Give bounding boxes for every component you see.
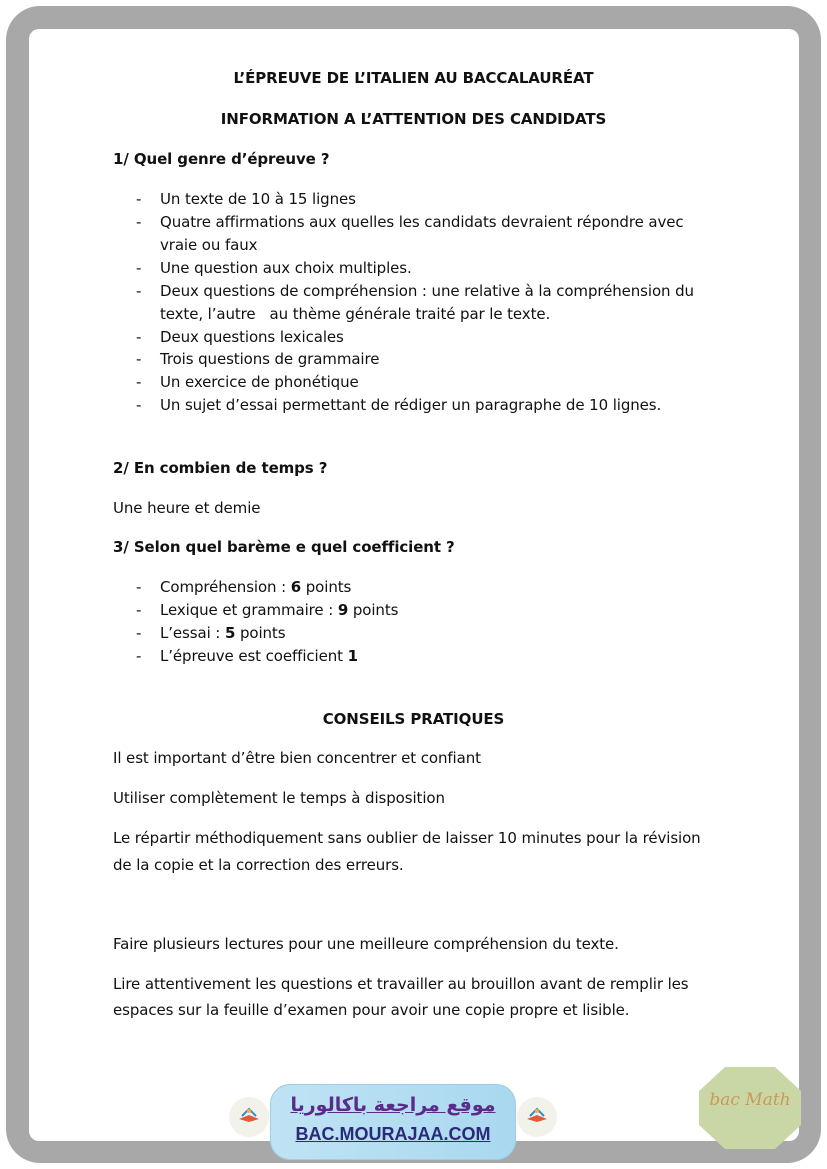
section2-heading: 2/ En combien de temps ? [113,459,328,477]
list-item: Une question aux choix multiples. [160,259,412,277]
site-url-link[interactable]: BAC.MOURAJAA.COM [295,1124,491,1144]
list-bullet: - [136,647,142,665]
site-name-arabic[interactable]: موقع مراجعة باكالوريا [290,1094,496,1116]
list-item-continuation: texte, l’autre au thème générale traité par le texte. [160,305,551,323]
list-item: L’épreuve est coefficient 1 [160,647,358,665]
list-item: L’essai : 5 points [160,624,286,642]
list-bullet: - [136,282,142,300]
list-bullet: - [136,396,142,414]
section2-answer: Une heure et demie [113,499,261,517]
paragraph: Le répartir méthodiquement sans oublier de laisser 10 minutes pour la révision [113,829,701,847]
bac-math-badge-label: bac Math [709,1090,791,1110]
right-logo-icon [517,1097,557,1137]
paragraph: Utiliser complètement le temps à disposition [113,789,445,807]
section3-heading: 3/ Selon quel barème e quel coefficient ? [113,538,455,556]
list-item-continuation: vraie ou faux [160,236,258,254]
list-item: Trois questions de grammaire [160,350,380,368]
list-item: Quatre affirmations aux quelles les candidats devraient répondre avec [160,213,684,231]
list-item: Compréhension : 6 points [160,578,352,596]
paragraph: Faire plusieurs lectures pour une meilleure compréhension du texte. [113,935,619,953]
paragraph-continuation: espaces sur la feuille d’examen pour avoir une copie propre et lisible. [113,1001,630,1019]
list-bullet: - [136,601,142,619]
list-bullet: - [136,350,142,368]
document-subtitle: INFORMATION A L’ATTENTION DES CANDIDATS [220,110,607,128]
list-item: Deux questions de compréhension : une relative à la compréhension du [160,282,694,300]
book-icon [525,1105,549,1123]
list-item: Deux questions lexicales [160,328,344,346]
document-title: L’ÉPREUVE DE L’ITALIEN AU BACCALAURÉAT [233,69,594,87]
paragraph: Il est important d’être bien concentrer et confiant [113,749,481,767]
list-bullet: - [136,624,142,642]
list-bullet: - [136,373,142,391]
book-icon [237,1105,261,1123]
list-item: Lexique et grammaire : 9 points [160,601,399,619]
list-bullet: - [136,328,142,346]
conseils-heading: CONSEILS PRATIQUES [322,710,505,728]
list-bullet: - [136,578,142,596]
list-bullet: - [136,190,142,208]
left-logo-icon [229,1097,269,1137]
list-item: Un exercice de phonétique [160,373,359,391]
paragraph: Lire attentivement les questions et travailler au brouillon avant de remplir les [113,975,689,993]
list-bullet: - [136,259,142,277]
section1-heading: 1/ Quel genre d’épreuve ? [113,150,330,168]
list-item: Un texte de 10 à 15 lignes [160,190,356,208]
list-item: Un sujet d’essai permettant de rédiger un paragraphe de 10 lignes. [160,396,662,414]
list-bullet: - [136,213,142,231]
paragraph-continuation: de la copie et la correction des erreurs. [113,856,404,874]
